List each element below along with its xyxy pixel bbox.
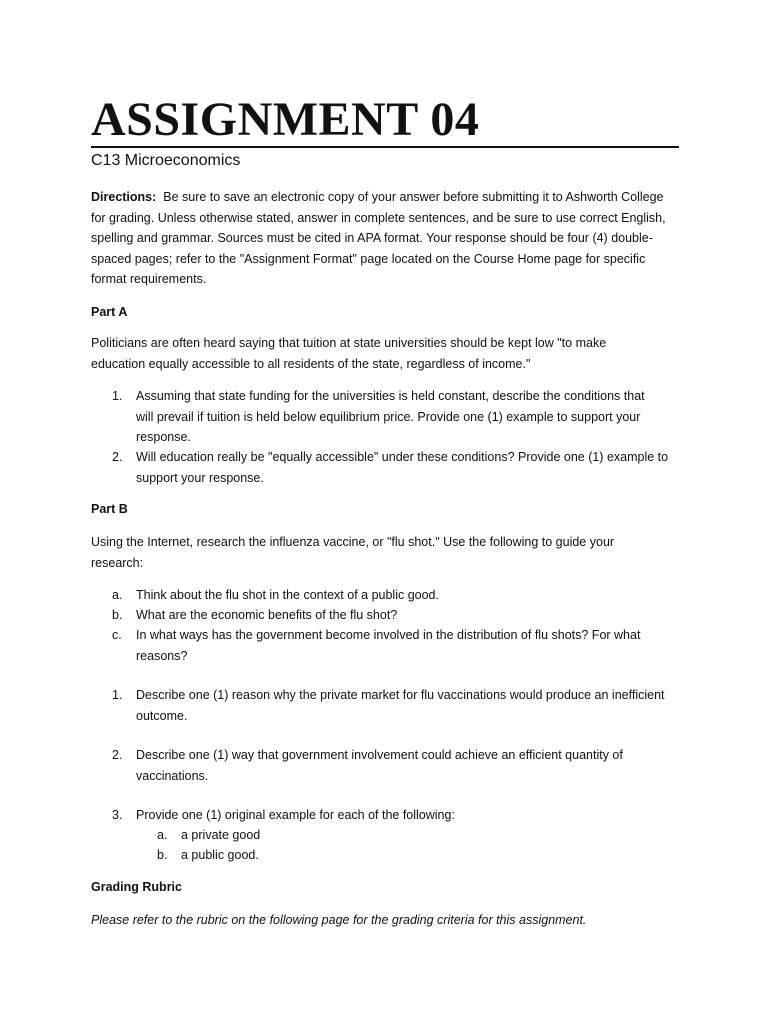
list-marker: 2. — [112, 748, 123, 762]
question-line: Will education really be "equally accessible" under these conditions? Provide one (1) example to — [136, 450, 669, 464]
rubric-heading: Grading Rubric — [91, 880, 182, 894]
part-a-intro-1: Politicians are often heard saying that tuition at state universities should be kept low "to make — [91, 336, 607, 350]
question-line: Assuming that state funding for the universities is held constant, describe the conditions that — [136, 389, 645, 403]
question-line: Describe one (1) reason why the private market for flu vaccinations would produce an inefficient — [136, 688, 665, 702]
list-marker: b. — [112, 608, 123, 622]
subitem-text: a private good — [181, 828, 261, 842]
list-marker: 1. — [112, 688, 123, 702]
list-marker: 1. — [112, 389, 123, 403]
list-marker: a. — [112, 588, 123, 602]
question-line: vaccinations. — [136, 768, 209, 783]
course-subtitle: C13 Microeconomics — [91, 152, 241, 169]
guide-line: What are the economic benefits of the flu shot? — [136, 608, 398, 622]
directions-text-1: Be sure to save an electronic copy of your answer before submitting it to Ashworth College — [163, 190, 664, 204]
directions-line-2: for grading. Unless otherwise stated, answer in complete sentences, and be sure to use correct English, — [91, 210, 666, 225]
title-rule — [91, 146, 679, 148]
list-marker: a. — [157, 828, 168, 842]
list-marker: c. — [112, 628, 122, 642]
rubric-note: Please refer to the rubric on the following page for the grading criteria for this assignment. — [91, 913, 587, 927]
question-line: Provide one (1) original example for each of the following: — [136, 808, 455, 822]
guide-line: In what ways has the government become involved in the distribution of flu shots? For what — [136, 628, 641, 642]
list-marker: 3. — [112, 808, 123, 822]
list-marker: 2. — [112, 450, 123, 464]
directions-line-4: spaced pages; refer to the "Assignment Format" page located on the Course Home page for specific — [91, 251, 646, 266]
list-marker: b. — [157, 848, 168, 862]
directions-line-1 — [91, 187, 681, 208]
assignment-title: ASSIGNMENT 04 — [91, 93, 480, 146]
question-line: support your response. — [136, 470, 264, 485]
question-line: will prevail if tuition is held below equilibrium price. Provide one (1) example to support your — [136, 409, 641, 424]
part-a-heading: Part A — [91, 305, 128, 319]
question-line: response. — [136, 430, 191, 444]
part-b-intro-2: research: — [91, 555, 144, 570]
subitem-text: a public good. — [181, 848, 259, 862]
guide-line: Think about the flu shot in the context of a public good. — [136, 588, 439, 602]
directions-line-5: format requirements. — [91, 272, 207, 286]
question-line: Describe one (1) way that government involvement could achieve an efficient quantity of — [136, 748, 623, 762]
part-b-intro-1: Using the Internet, research the influenza vaccine, or "flu shot." Use the following to guide your — [91, 535, 615, 549]
directions-label: Directions: — [91, 190, 157, 204]
part-b-heading: Part B — [91, 502, 128, 516]
guide-line: reasons? — [136, 648, 188, 663]
question-line: outcome. — [136, 708, 188, 723]
part-a-intro-2: education equally accessible to all residents of the state, regardless of income." — [91, 356, 531, 371]
directions-line-3: spelling and grammar. Sources must be cited in APA format. Your response should be four (4) double- — [91, 231, 653, 245]
